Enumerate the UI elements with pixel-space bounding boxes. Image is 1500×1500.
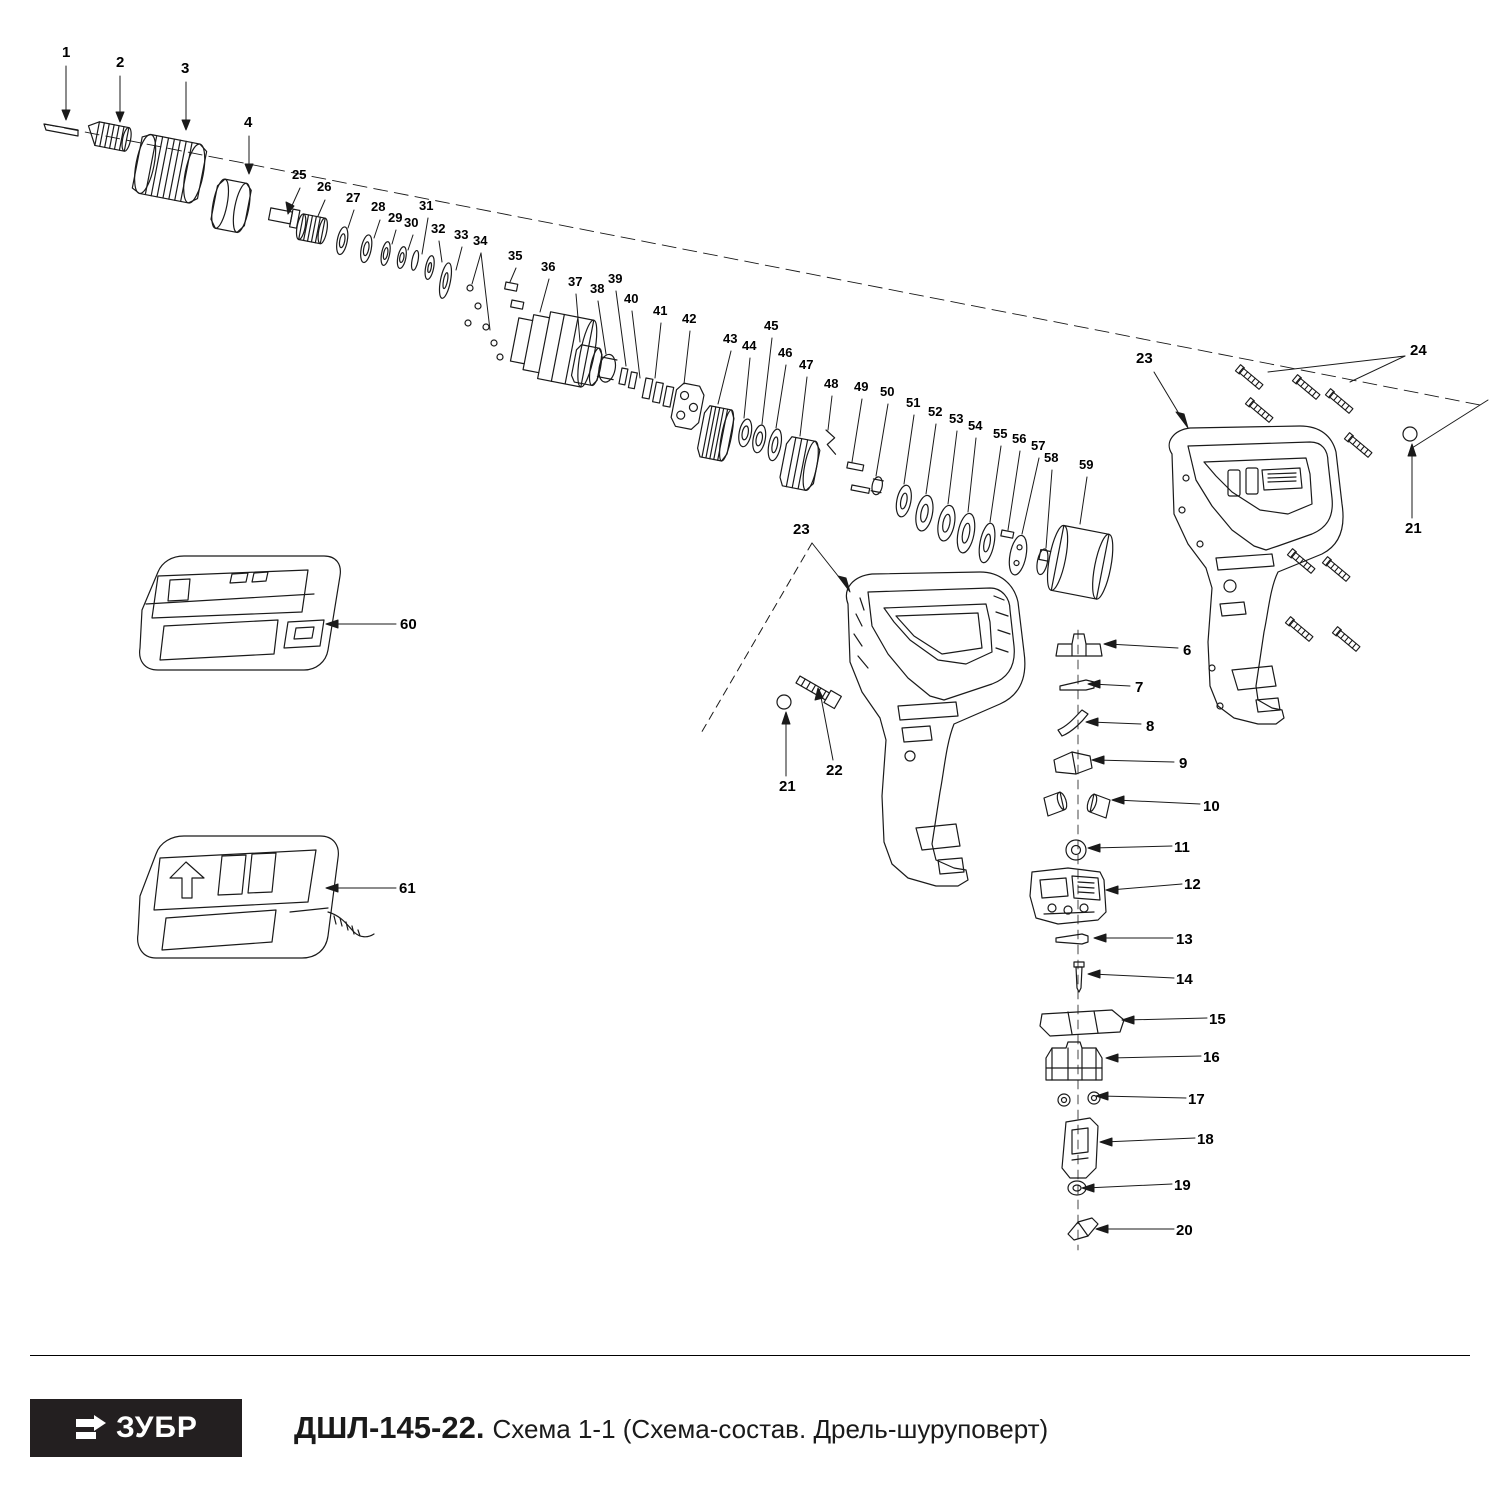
callout-41: 41 [653, 303, 668, 318]
callout-22: 22 [826, 762, 843, 779]
brand-name: ЗУБР [116, 1411, 198, 1444]
callout-29: 29 [388, 210, 403, 225]
callout-20: 20 [1176, 1222, 1193, 1239]
callout-53: 53 [949, 411, 964, 426]
callout-34: 34 [473, 233, 488, 248]
callout-55: 55 [993, 426, 1008, 441]
footer-caption [294, 1410, 1048, 1446]
callout-26: 26 [317, 179, 332, 194]
callout-6: 6 [1183, 642, 1192, 659]
callout-42: 42 [682, 311, 697, 326]
callout-12: 12 [1184, 876, 1201, 893]
callout-11: 11 [1174, 839, 1190, 856]
callout-43: 43 [723, 331, 738, 346]
callout-14: 14 [1176, 971, 1193, 988]
callout-54: 54 [968, 418, 983, 433]
callout-39: 39 [608, 271, 623, 286]
callout-8: 8 [1146, 718, 1155, 735]
callout-59: 59 [1079, 457, 1094, 472]
callout-44: 44 [742, 338, 757, 353]
callout-1: 1 [62, 44, 71, 61]
callout-49: 49 [854, 379, 869, 394]
callout-16: 16 [1203, 1049, 1220, 1066]
callout-23-right: 23 [1136, 350, 1153, 367]
callout-56: 56 [1012, 431, 1027, 446]
footer-bar [30, 1398, 1470, 1458]
callout-60: 60 [400, 616, 417, 633]
callout-33: 33 [454, 227, 469, 242]
callout-17: 17 [1188, 1091, 1205, 1108]
callout-47: 47 [799, 357, 814, 372]
callout-45: 45 [764, 318, 779, 333]
callout-35: 35 [508, 248, 523, 263]
callout-3: 3 [181, 60, 190, 77]
callout-15: 15 [1209, 1011, 1226, 1028]
callout-23-left: 23 [793, 521, 810, 538]
callout-50: 50 [880, 384, 895, 399]
callout-48: 48 [824, 376, 839, 391]
callout-30: 30 [404, 215, 419, 230]
scheme-description: Схема 1-1 (Схема-состав. Дрель-шуруповерт) [492, 1414, 1049, 1444]
callout-38: 38 [590, 281, 605, 296]
callout-25: 25 [292, 167, 307, 182]
callout-2: 2 [116, 54, 125, 71]
callout-28: 28 [371, 199, 386, 214]
callout-46: 46 [778, 345, 793, 360]
callout-58: 58 [1044, 450, 1059, 465]
callout-31: 31 [419, 198, 434, 213]
callout-19: 19 [1174, 1177, 1191, 1194]
callout-24: 24 [1410, 342, 1427, 359]
callout-7: 7 [1135, 679, 1144, 696]
callout-52: 52 [928, 404, 943, 419]
callout-40: 40 [624, 291, 639, 306]
callout-10: 10 [1203, 798, 1220, 815]
callout-51: 51 [906, 395, 921, 410]
brand-logo [30, 1399, 242, 1457]
callout-61: 61 [399, 880, 416, 897]
callout-57: 57 [1031, 438, 1046, 453]
arrow-icon [74, 1413, 108, 1443]
callout-21-left: 21 [779, 778, 796, 795]
callout-9: 9 [1179, 755, 1188, 772]
callout-27: 27 [346, 190, 361, 205]
callout-37: 37 [568, 274, 583, 289]
callout-21-right: 21 [1405, 520, 1422, 537]
callout-36: 36 [541, 259, 556, 274]
callout-32: 32 [431, 221, 446, 236]
model-code: ДШЛ-145-22. [294, 1410, 485, 1445]
callout-4: 4 [244, 114, 253, 131]
callout-18: 18 [1197, 1131, 1214, 1148]
callout-13: 13 [1176, 931, 1193, 948]
footer-divider [30, 1355, 1470, 1356]
